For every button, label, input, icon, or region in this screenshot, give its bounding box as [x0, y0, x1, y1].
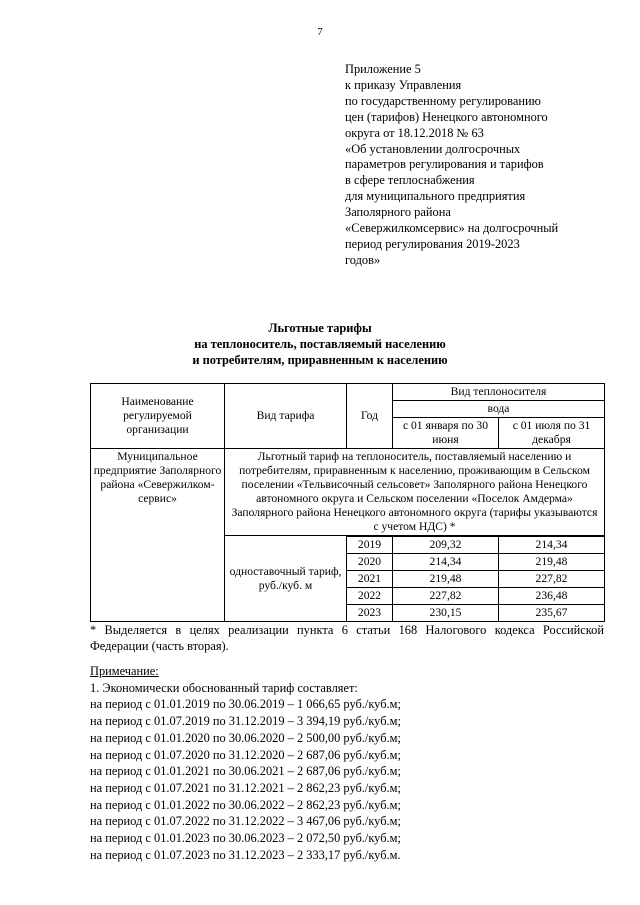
tariff-label-cell: одноставочный тариф, руб./куб. м: [225, 536, 347, 622]
organization-cell: Муниципальное предприятие Заполярного района «Севержилком-сервис»: [91, 449, 225, 622]
appendix-line: период регулирования 2019-2023: [345, 236, 520, 251]
tariff-value-cell: 209,32: [393, 537, 499, 554]
title-line: и потребителям, приравненным к населению: [192, 352, 448, 367]
appendix-line: по государственному регулированию: [345, 93, 541, 108]
note-period-line: на период с 01.07.2019 по 31.12.2019 – 3 394,19 руб./куб.м;: [90, 714, 401, 729]
year-cell: 2023: [347, 605, 393, 622]
note-period-line: на период с 01.07.2023 по 31.12.2023 – 2 333,17 руб./куб.м.: [90, 847, 401, 862]
appendix-line: параметров регулирования и тарифов: [345, 157, 544, 172]
notes-section: [90, 663, 610, 863]
note-period-line: на период с 01.07.2022 по 31.12.2022 – 3 467,06 руб./куб.м;: [90, 814, 401, 829]
appendix-line: годов»: [345, 252, 381, 267]
appendix-line: к приказу Управления: [345, 77, 462, 92]
header-period-2: с 01 июля по 31 декабря: [499, 418, 605, 449]
appendix-line: Приложение 5: [345, 62, 421, 76]
tariff-table: [90, 383, 605, 622]
tariff-value-cell: 230,15: [393, 605, 499, 622]
appendix-line: «Об установлении долгосрочных: [345, 141, 521, 156]
table-header-row: [91, 384, 605, 401]
tariff-value-cell: 227,82: [499, 571, 605, 588]
note-period-line: на период с 01.07.2020 по 31.12.2020 – 2 687,06 руб./куб.м;: [90, 747, 401, 762]
year-cell: 2021: [347, 571, 393, 588]
appendix-line: «Севержилкомсервис» на долгосрочный: [345, 221, 559, 236]
header-carrier: Вид теплоносителя: [393, 384, 605, 401]
title-line: Льготные тарифы: [268, 321, 372, 335]
year-cell: 2019: [347, 537, 393, 554]
tariff-value-cell: 227,82: [393, 588, 499, 605]
footnote: * Выделяется в целях реализации пункта 6 статьи 168 Налогового кодекса Российской Федерации (часть вторая).: [90, 623, 604, 653]
header-org: Наименование регулируемой организации: [91, 384, 225, 449]
page-number: 7: [317, 26, 323, 38]
tariff-value-cell: 214,34: [499, 537, 605, 554]
appendix-line: округа от 18.12.2018 № 63: [345, 125, 484, 140]
tariff-value-cell: 219,48: [393, 571, 499, 588]
note-period-line: на период с 01.07.2021 по 31.12.2021 – 2 862,23 руб./куб.м;: [90, 780, 401, 795]
note-period-line: на период с 01.01.2023 по 30.06.2023 – 2 072,50 руб./куб.м;: [90, 831, 401, 846]
description-cell: Льготный тариф на теплоноситель, поставляемый населению и потребителям, приравненным к населению, проживающим в Сельском поселении «Тельвисочный сельсовет» Заполярного района Ненецкого автономного округа и Сельском поселении «Поселок Амдерма» Заполярного района Ненецкого автономного округа (тарифы указываются с учетом НДС) *: [225, 449, 605, 536]
appendix-line: цен (тарифов) Ненецкого автономного: [345, 109, 548, 124]
notes-heading: Примечание:: [90, 664, 159, 678]
appendix-header: [345, 62, 625, 269]
tariff-value-cell: 236,48: [499, 588, 605, 605]
header-period-1: с 01 января по 30 июня: [393, 418, 499, 449]
header-year: Год: [347, 384, 393, 449]
header-water: вода: [393, 401, 605, 418]
note-period-line: на период с 01.01.2019 по 30.06.2019 – 1 066,65 руб./куб.м;: [90, 697, 401, 712]
tariff-value-cell: 235,67: [499, 605, 605, 622]
table-row: [91, 449, 605, 536]
tariff-value-cell: 219,48: [499, 554, 605, 571]
appendix-line: в сфере теплоснабжения: [345, 173, 475, 188]
note-period-line: на период с 01.01.2020 по 30.06.2020 – 2 500,00 руб./куб.м;: [90, 730, 401, 745]
document-title: [0, 321, 640, 369]
year-cell: 2020: [347, 554, 393, 571]
appendix-line: Заполярного района: [345, 205, 451, 220]
tariff-value-cell: 214,34: [393, 554, 499, 571]
header-tariff-type: Вид тарифа: [225, 384, 347, 449]
year-cell: 2022: [347, 588, 393, 605]
title-line: на теплоноситель, поставляемый населению: [194, 336, 446, 351]
note-period-line: на период с 01.01.2021 по 30.06.2021 – 2 687,06 руб./куб.м;: [90, 764, 401, 779]
appendix-line: для муниципального предприятия: [345, 189, 526, 204]
notes-item: 1. Экономически обоснованный тариф составляет:: [90, 680, 358, 695]
note-period-line: на период с 01.01.2022 по 30.06.2022 – 2 862,23 руб./куб.м;: [90, 797, 401, 812]
